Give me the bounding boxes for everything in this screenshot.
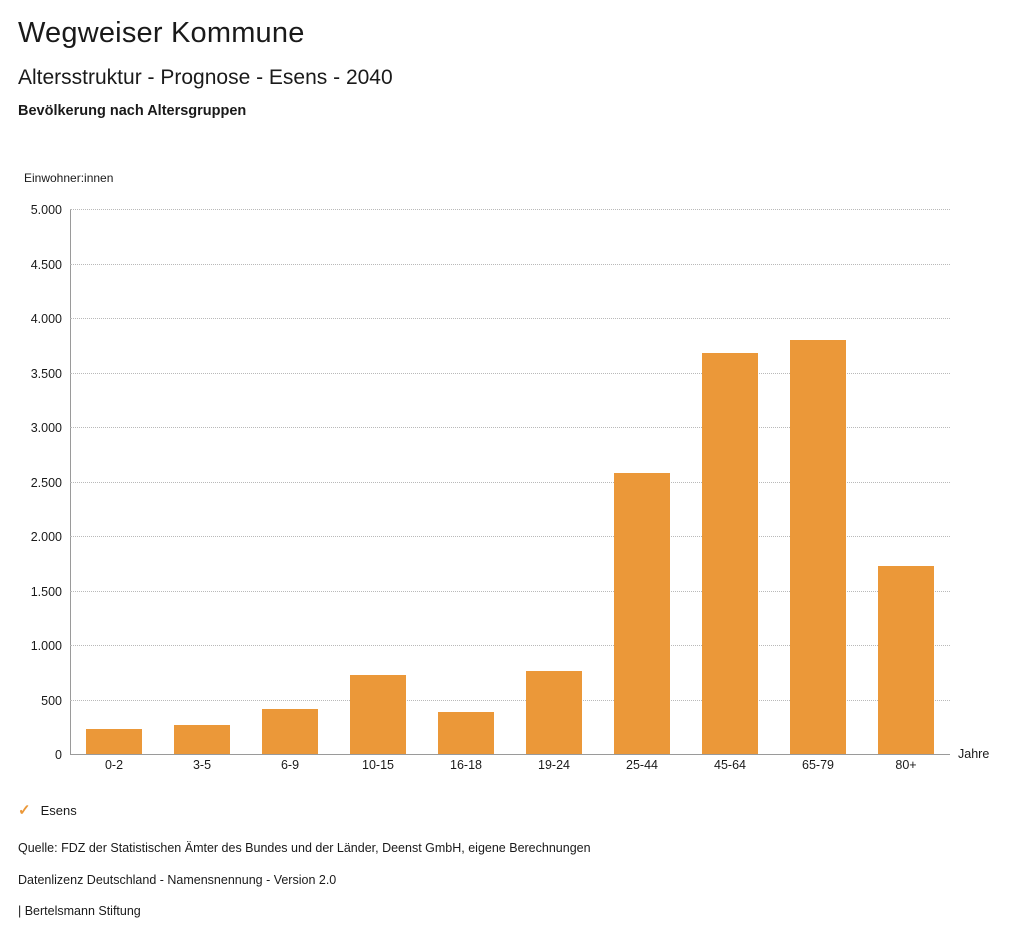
x-axis-tick-label: 25-44 [626,758,658,772]
check-icon: ✓ [18,802,31,819]
bar[interactable] [526,671,582,754]
y-axis-tick-label: 2.500 [30,475,62,490]
y-axis-tick-label: 1.500 [30,584,62,599]
page-title: Wegweiser Kommune [18,17,305,49]
bar-group [246,209,334,772]
y-axis-tick-label: 1.000 [30,639,62,653]
bar[interactable] [702,353,758,754]
bar-group [774,209,862,772]
y-axis-tick-label: 2.000 [30,530,62,544]
footer-publisher: | Bertelsmann Stiftung [18,904,141,918]
y-axis-tick-label: 5.000 [30,203,62,217]
y-axis-tick-label: 3.500 [30,366,62,381]
chart-title: Bevölkerung nach Altersgruppen [18,102,247,119]
y-axis-label: Einwohner:innen [24,171,114,185]
bar[interactable] [262,709,318,754]
y-axis-tick-label: 500 [41,693,62,708]
page-subtitle: Altersstruktur - Prognose - Esens - 2040 [18,65,393,89]
bar[interactable] [790,340,846,754]
bar[interactable] [878,566,934,754]
legend-item-label: Esens [40,803,77,818]
x-axis-tick-label: 6-9 [280,758,300,772]
bar-group [598,209,686,772]
bar[interactable] [86,729,142,754]
x-axis-tick-label: 65-79 [802,758,834,772]
bar[interactable] [614,473,670,754]
x-axis-tick-label: 3-5 [192,758,212,772]
page-header [0,0,1024,120]
y-axis-tick-label: 3.000 [30,421,62,435]
plot-inner [30,203,950,772]
bar-group [158,209,246,772]
bar[interactable] [438,712,494,755]
bar-group [862,209,950,772]
legend[interactable] [18,803,77,818]
x-axis-tick-label: 0-2 [104,758,124,772]
bar[interactable] [350,675,406,754]
x-axis-tick-label: 10-15 [362,758,394,772]
bar-group [422,209,510,772]
bar-group [686,209,774,772]
footer [18,842,591,937]
footer-license: Datenlizenz Deutschland - Namensnennung - Version 2.0 [18,872,337,887]
y-axis-tick-label: 0 [55,748,62,762]
bar[interactable] [174,725,230,754]
x-axis-tick-label: 80+ [895,758,917,772]
chart-area [0,160,1024,780]
x-axis-tick-label: 16-18 [450,758,482,772]
y-axis-tick-label: 4.500 [30,257,62,272]
x-axis-tick-label: 45-64 [714,758,746,772]
bar-group [334,209,422,772]
x-axis-line [55,748,950,762]
x-axis-tick-label: 19-24 [538,758,570,772]
footer-source: Quelle: FDZ der Statistischen Ämter des Bundes und der Länder, Deenst GmbH, eigene Berechnungen [18,841,591,855]
x-axis-unit-label: Jahre [958,747,990,761]
bar-group [510,209,598,772]
y-axis-tick-label: 4.000 [30,312,62,326]
bar-group [70,209,158,772]
bar-series [70,209,950,772]
